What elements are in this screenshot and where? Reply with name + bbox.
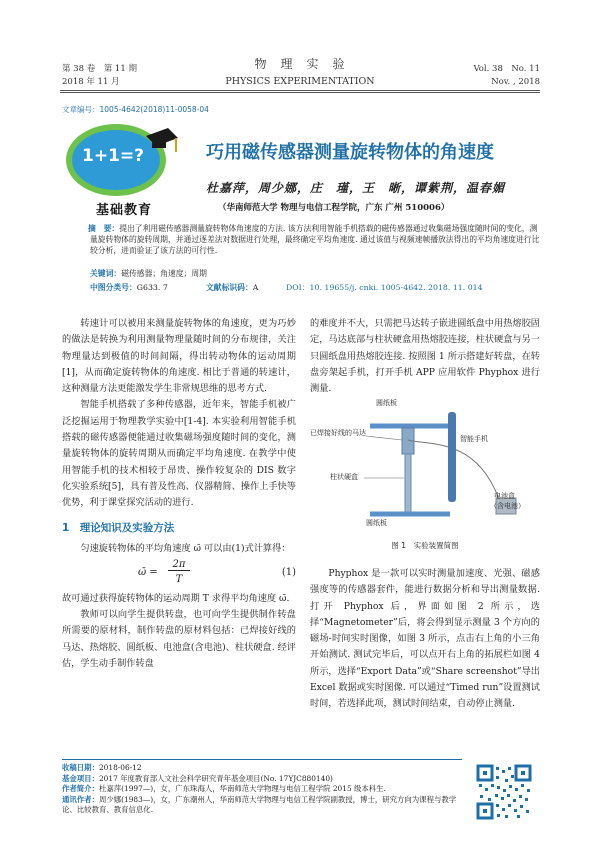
left-column [62,316,296,672]
label-battery: 电池盒 [494,492,515,500]
classification [90,282,168,293]
author-bio [62,784,470,795]
apparatus-diagram [310,396,540,536]
column-badge [64,120,184,198]
abstract-text: 提出了利用磁传感器测量旋转物体角速度的方法. 该方法利用智能手机搭载的磁传感器通过收集磁场强度随时间的变化，测量旋转物体的旋转周期，并通过逐差法对数据进行处理，最终确定平均角速度. 通过该值与视频速帧播放法得出的平均角速度进行比较分析，进而验证了该方法的可行性. [90,224,540,255]
corresponding-author [62,795,470,816]
footnote-rule [62,759,462,760]
section-heading: 1 理论知识及实验方法 [62,521,175,534]
right-column [310,316,540,397]
received-label: 收稿日期： [62,763,99,772]
authors: 杜嘉萍，周少娜，庄 瑾，王 晰，谭紫荆，温春媚 [206,181,506,195]
article-title: 巧用磁传感器测量旋转物体的角速度 [206,142,494,163]
received-value: 2018-06-12 [98,763,142,772]
doc-code [206,282,258,293]
volume-issue: 第 38 卷 第 11 期 [62,64,137,74]
paragraph: 匀速旋转物体的平均角速度 ω̄ 可以由(1)式计算得： [80,542,291,554]
paragraph: 教师可以向学生提供转盘，也可向学生提供制作转盘所需要的原材料，制作转盘的原材料包括：已焊接好线的马达、热熔胶、圆纸板、电池盒(含电池)、柱状硬盒. 经评估，学生动手制作转盘 [62,609,296,670]
paragraph: 智能手机搭载了多种传感器，近年来，智能手机被广泛挖掘运用于物理教学实验中[1-4]. 本实验利用智能手机搭载的磁传感器便能通过收集磁场强度随时间的变化，测量旋转物体的旋转周期从而确定平均角速度. 在教学中使用智能手机的技术相较于昂贵、操作较复杂的 DIS 数字化实验系统[5]，具有普及性高、仪器精简、操作上手快等优势，利于课堂探究活动的进行. [62,399,296,509]
clc-code: G633. 7 [136,283,168,292]
author-value: 杜嘉萍(1997—)，女，广东珠海人，华南师范大学物理与电信工程学院 2015 级本科生. [98,784,386,794]
fund-label: 基金项目： [62,773,99,783]
qr-code[interactable] [476,764,532,820]
equation-numerator: 2π [168,559,190,571]
label-top-disk: 圆纸板 [376,399,397,407]
journal-name-cn: 物 理 实 验 [254,57,346,71]
fund-project [62,774,470,785]
author-label: 作者简介： [62,784,99,794]
badge-text: 1+1=? [82,146,145,166]
right-column-lower [310,566,540,713]
doi[interactable]: DOI：10. 19655/j. cnki. 1005-4642. 2018. 11. 014 [286,283,483,292]
doc-value: A [252,283,259,292]
column-name: 基础教育 [96,203,153,218]
equation-number: (1) [281,566,296,578]
label-column-box: 柱状硬盒 [330,473,358,481]
header-rule [60,90,540,91]
paragraph: 的难度并不大，只需把马达转子嵌进圆纸盘中用热熔胶固定，马达底部与柱状硬盒用热熔胶连接，柱状硬盒与另一只圆纸盘用热熔胶连接. 按照图 1 所示搭建好转盘，在转盘旁架起手机，打开手机 APP 应用软件 Phyphox 进行测量. [310,318,540,395]
abstract-label: 摘 要： [88,224,120,233]
paragraph: 故可通过获得旋转物体的运动周期 T 求得平均角速度 ω̄. [62,592,290,604]
abstract [90,223,542,256]
label-phone: 智能手机 [460,435,488,443]
received-date [62,763,470,774]
clc-label: 中图分类号： [90,283,137,292]
issue-date-en: Nov. , 2018 [491,77,540,87]
column-box-shape [405,454,411,512]
figure-caption: 图 1 实验装置简图 [391,541,459,550]
keywords-label: 关键词： [90,269,122,278]
volume-issue-en: Vol. 38 No. 11 [473,64,540,74]
article-number: 文章编号：1005-4642(2018)11-0058-04 [62,105,209,114]
label-motor: 已焊接好线的马达 [310,429,366,437]
equation-1 [62,557,296,591]
affiliation: （华南师范大学 物理与电信工程学院，广东 广州 510006） [218,203,450,213]
footnotes [62,763,470,816]
journal-name-en: PHYSICS EXPERIMENTATION [225,76,375,87]
label-battery-sub: （含电池） [490,502,525,510]
fund-value: 2017 年度教育部人文社会科学研究青年基金项目(No. 17YJC880140) [98,773,333,783]
phone-shape [448,412,456,502]
issue-date: 2018 年 11 月 [62,77,120,87]
keywords [90,268,207,279]
keywords-text: 磁传感器；角速度；周期 [121,269,207,278]
equation-lhs: ω̄ = [138,566,158,578]
label-bottom-disk: 圆纸板 [366,519,387,527]
corr-value: 周少娜(1983—)，女，广东潮州人，华南师范大学物理与电信工程学院副教授，博士，研究方向为课程与教学论、比较教育、教育信息化. [62,794,457,815]
qr-code-icon [476,764,532,820]
header-rule-2 [60,92,540,93]
paragraph: 转速计可以被用来测量旋转物体的角速度，更为巧妙的做法是转换为利用测量物理量随时间的分布规律，关注物理量达到极值的时间间隔，得出转动物体的运动周期[1]，从而确定旋转物体的角速度. 相比于普通的转速计，这种测量方法更能激发学生非常规思维的思考方式. [62,318,296,395]
figure-1 [310,396,540,556]
corr-label: 通讯作者： [62,794,99,804]
paragraph: Phyphox 是一款可以实时测量加速度、光强、磁感强度等的传感器套件，能进行数据分析和导出测量数据. 打开 Phyphox 后，界面如图 2 所示，选择“Magnetometer”后，将会得到显示测量 3 个方向的磁场-时间实时图像，如图 3 所示，点击右上角的小三角开始测试. 测试完毕后，可以点开右上角的拓展栏如图 4 所示，选择“Export Data”或“Share screenshot”导出 Excel 数据或实时图像. 可以通过“Timed run”设置测试时间，若选择此项，测试时间结束，自动停止测量. [310,568,540,710]
doc-label: 文献标识码： [206,283,253,292]
equation-denominator: T [175,573,183,585]
